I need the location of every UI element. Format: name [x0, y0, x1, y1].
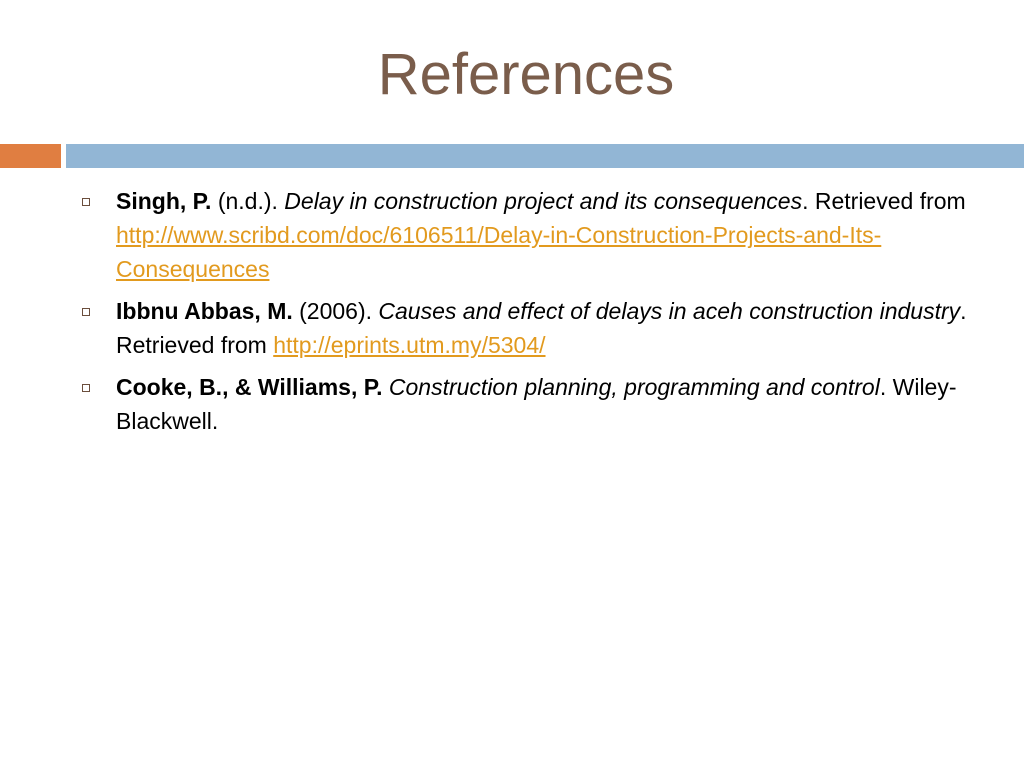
reference-author: Ibbnu Abbas, M. [116, 298, 293, 324]
reference-list [82, 184, 982, 446]
reference-source: . Retrieved from [116, 298, 967, 358]
reference-item [82, 370, 982, 438]
reference-title: Delay in construction project and its consequences [284, 188, 803, 214]
accent-bar-blue [66, 144, 1024, 168]
slide-title: References [377, 42, 675, 107]
reference-title: Construction planning, programming and control [388, 374, 880, 400]
reference-item [82, 184, 982, 286]
reference-year: (2006). [292, 298, 379, 324]
reference-author: Cooke, B., & Williams, P. [116, 374, 383, 400]
square-bullet-icon [82, 384, 90, 392]
reference-link[interactable]: http://www.scribd.com/doc/6106511/Delay-in-Construction-Projects-and-Its-Consequences [116, 222, 882, 282]
reference-source: . Wiley-Blackwell. [116, 374, 957, 434]
reference-title: Causes and effect of delays in aceh construction industry [378, 298, 961, 324]
reference-link[interactable]: http://eprints.utm.my/5304/ [273, 332, 546, 358]
square-bullet-icon [82, 198, 90, 206]
reference-source: . Retrieved from [802, 188, 966, 214]
reference-item [82, 294, 982, 362]
reference-author: Singh, P. [116, 188, 212, 214]
accent-bar-orange [0, 144, 61, 168]
square-bullet-icon [82, 308, 90, 316]
reference-year: (n.d.). [211, 188, 285, 214]
